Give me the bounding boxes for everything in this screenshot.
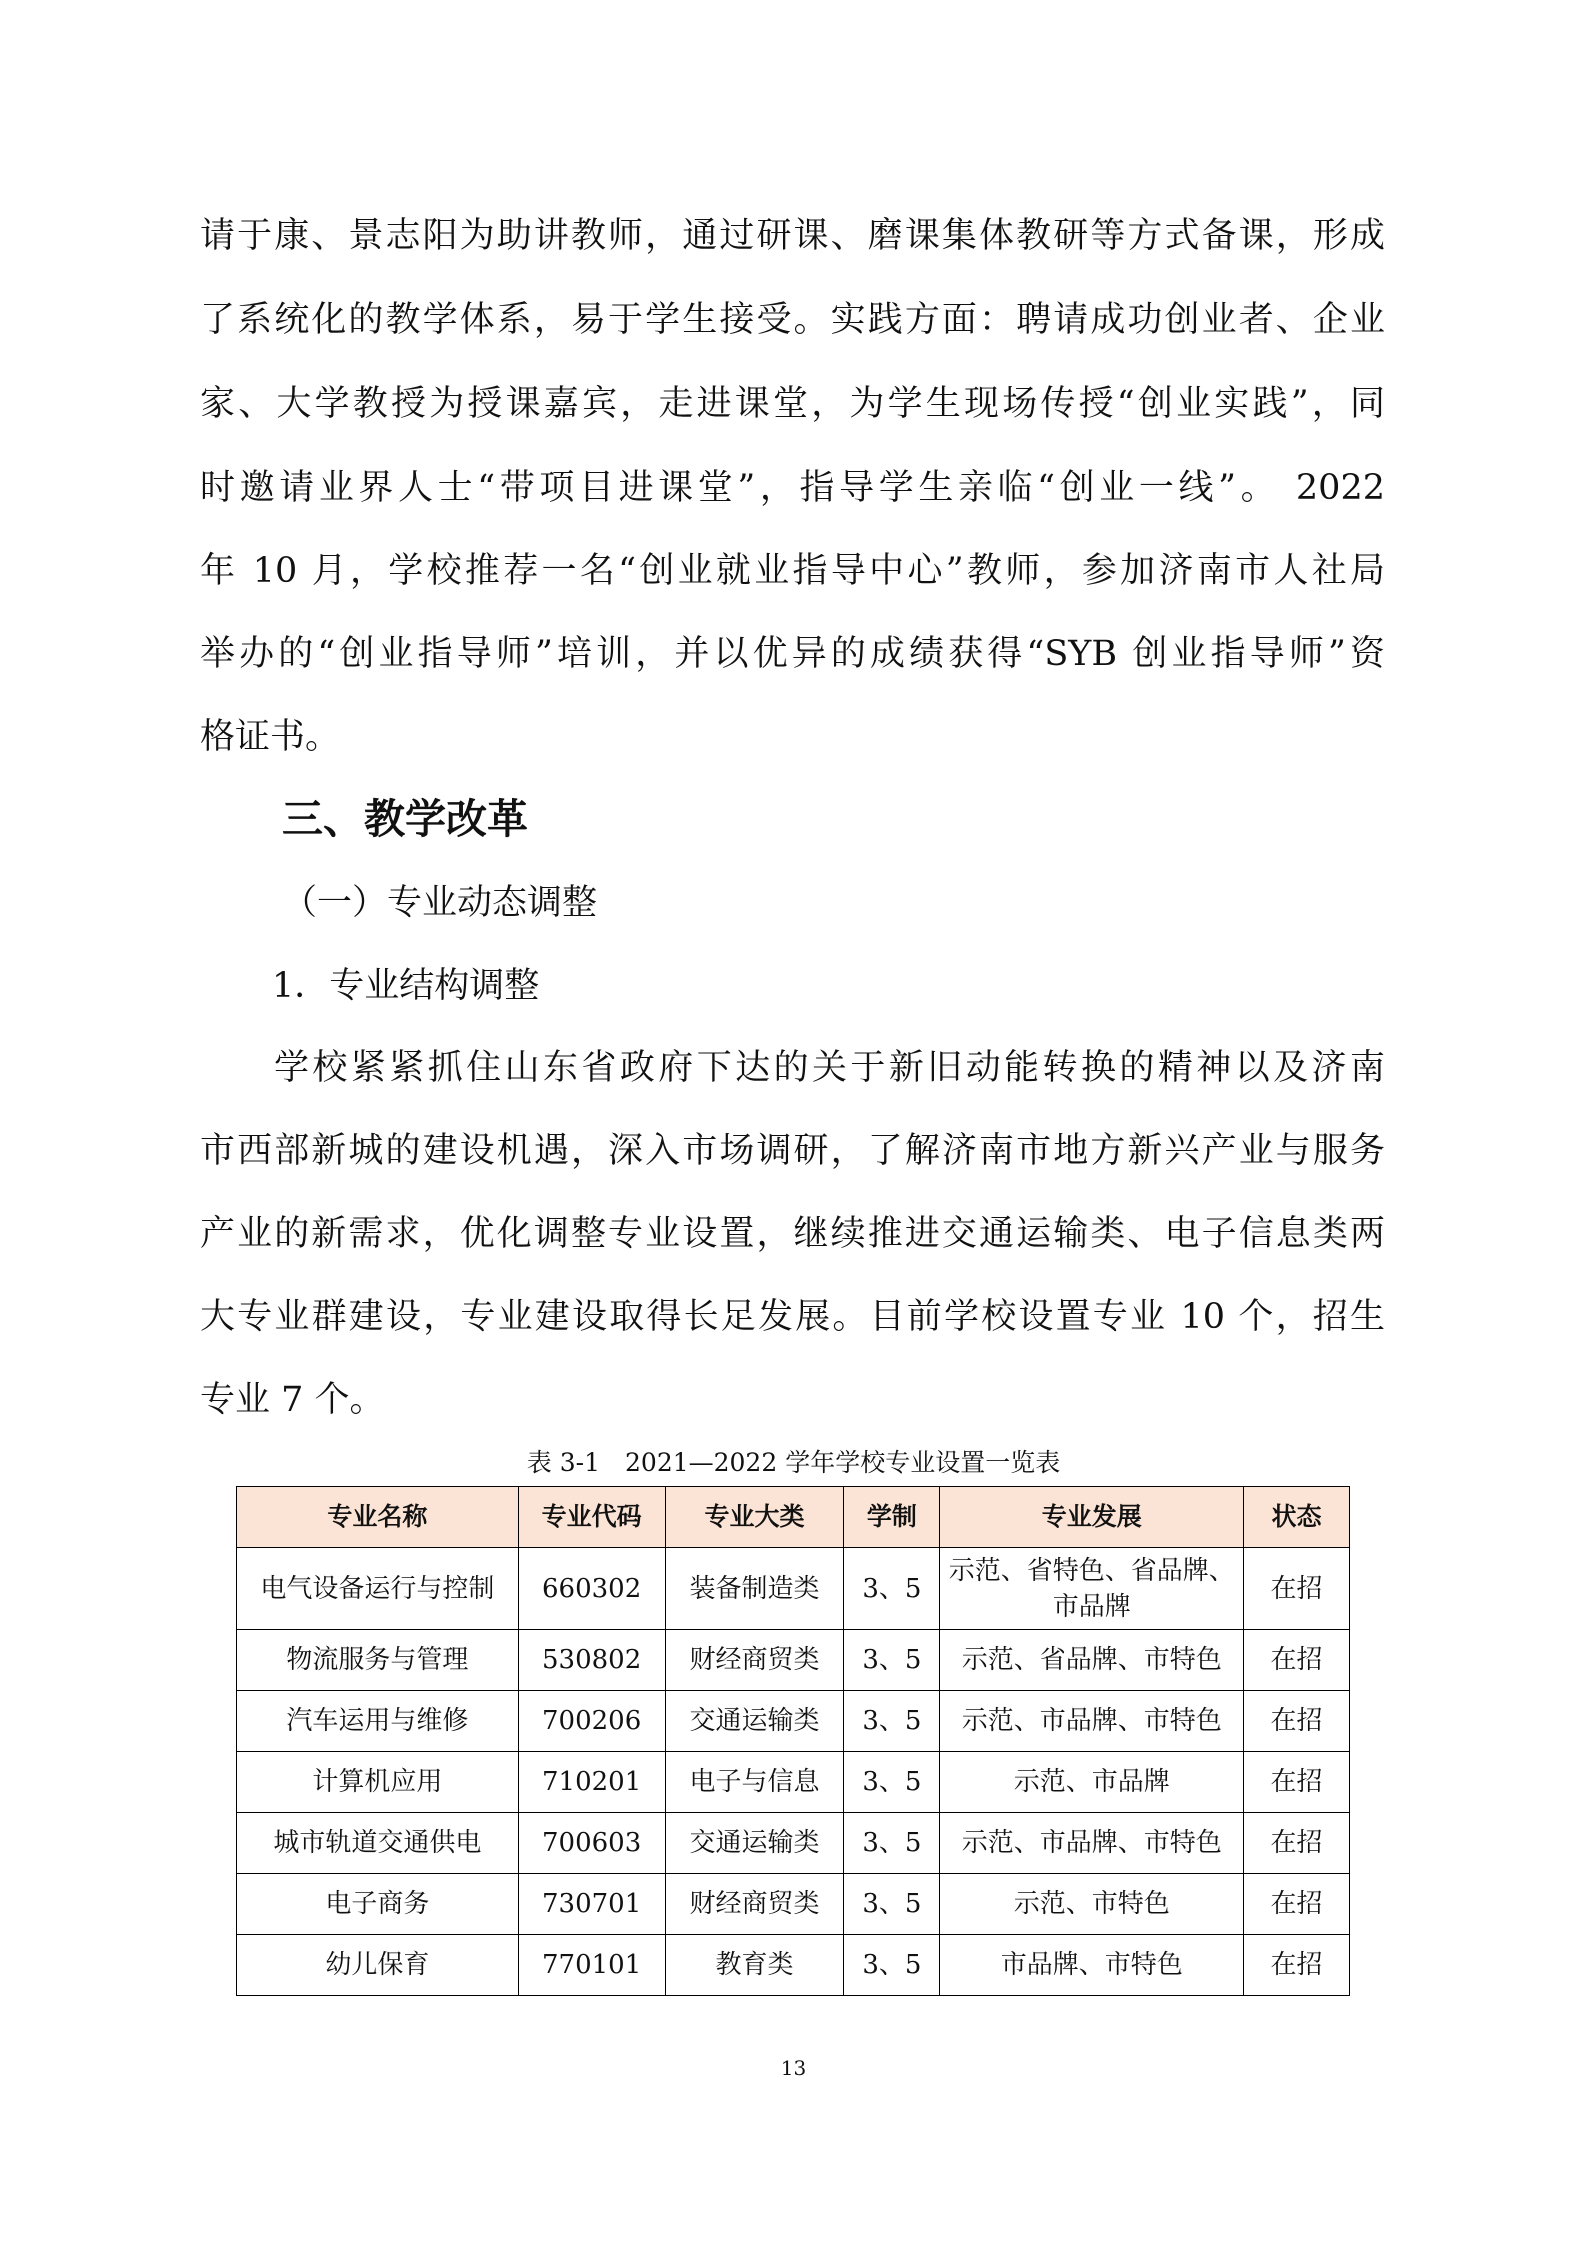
subsubsection-heading: 1．专业结构调整: [272, 966, 540, 1006]
table-cell: 700603: [518, 1813, 665, 1874]
table-row: [237, 1691, 1350, 1752]
table-cell: 3、5: [844, 1874, 940, 1935]
text-line: 举办的“创业指导师”培训，并以优异的成绩获得“SYB 创业指导师”资: [200, 634, 1385, 674]
text-line: 家、大学教授为授课嘉宾，走进课堂，为学生现场传授“创业实践”，同: [200, 384, 1385, 424]
table-cell: 710201: [518, 1752, 665, 1813]
table-cell: 700206: [518, 1691, 665, 1752]
table-cell: 示范、市特色: [940, 1874, 1244, 1935]
table-row: [237, 1752, 1350, 1813]
table-cell: 3、5: [844, 1548, 940, 1630]
table-cell: 物流服务与管理: [237, 1630, 519, 1691]
text-line: 专业 7 个。: [200, 1380, 385, 1420]
page-number: 13: [780, 2056, 807, 2080]
text-line: 大专业群建设，专业建设取得长足发展。目前学校设置专业 10 个，招生: [200, 1297, 1385, 1337]
table-cell: 示范、省品牌、市特色: [940, 1630, 1244, 1691]
text-line: 格证书。: [200, 717, 341, 757]
table-row: [237, 1935, 1350, 1996]
table-cell: 电子与信息: [665, 1752, 844, 1813]
table-cell: 730701: [518, 1874, 665, 1935]
table-cell: 3、5: [844, 1935, 940, 1996]
table-cell: 在招: [1244, 1548, 1350, 1630]
table-cell: 示范、市品牌、市特色: [940, 1691, 1244, 1752]
header-cell: 专业大类: [665, 1487, 844, 1548]
table-cell: 电子商务: [237, 1874, 519, 1935]
table-cell: 汽车运用与维修: [237, 1691, 519, 1752]
table-cell: 3、5: [844, 1752, 940, 1813]
text-line: 产业的新需求，优化调整专业设置，继续推进交通运输类、电子信息类两: [200, 1214, 1385, 1254]
table-cell: 幼儿保育: [237, 1935, 519, 1996]
table-cell: 在招: [1244, 1813, 1350, 1874]
majors-table: [236, 1486, 1350, 1996]
text-line: 年 10 月，学校推荐一名“创业就业指导中心”教师，参加济南市人社局: [200, 551, 1385, 591]
text-line: 市西部新城的建设机遇，深入市场调研，了解济南市地方新兴产业与服务: [200, 1131, 1385, 1171]
table-cell: 示范、市品牌: [940, 1752, 1244, 1813]
header-cell: 专业代码: [518, 1487, 665, 1548]
table-row: [237, 1630, 1350, 1691]
table-cell: 770101: [518, 1935, 665, 1996]
table-cell: 市品牌、市特色: [940, 1935, 1244, 1996]
header-cell: 专业发展: [940, 1487, 1244, 1548]
table-cell: 530802: [518, 1630, 665, 1691]
table-cell: 交通运输类: [665, 1691, 844, 1752]
text-line: 了系统化的教学体系，易于学生接受。实践方面：聘请成功创业者、企业: [200, 300, 1385, 340]
table-cell: 交通运输类: [665, 1813, 844, 1874]
table-cell: 3、5: [844, 1691, 940, 1752]
table-cell: 财经商贸类: [665, 1874, 844, 1935]
table-cell: 660302: [518, 1548, 665, 1630]
table-row: [237, 1874, 1350, 1935]
header-cell: 学制: [844, 1487, 940, 1548]
table-cell: 电气设备运行与控制: [237, 1548, 519, 1630]
text-line: 请于康、景志阳为助讲教师，通过研课、磨课集体教研等方式备课，形成: [200, 216, 1385, 256]
table-cell: 3、5: [844, 1813, 940, 1874]
table-row: [237, 1548, 1350, 1630]
table-header-row: [237, 1487, 1350, 1548]
text-line: 时邀请业界人士“带项目进课堂”，指导学生亲临“创业一线”。 2022: [200, 468, 1385, 508]
table-row: [237, 1813, 1350, 1874]
section-heading: 三、教学改革: [282, 795, 528, 843]
table-cell: 在招: [1244, 1752, 1350, 1813]
table-cell: 城市轨道交通供电: [237, 1813, 519, 1874]
table-cell: 示范、省特色、省品牌、市品牌: [940, 1548, 1244, 1630]
table-cell: 示范、市品牌、市特色: [940, 1813, 1244, 1874]
text-line: 学校紧紧抓住山东省政府下达的关于新旧动能转换的精神以及济南: [274, 1048, 1385, 1088]
table-cell: 在招: [1244, 1691, 1350, 1752]
table-cell: 财经商贸类: [665, 1630, 844, 1691]
table-cell: 3、5: [844, 1630, 940, 1691]
table-cell: 在招: [1244, 1630, 1350, 1691]
table-caption: 表 3-1 2021—2022 学年学校专业设置一览表: [526, 1448, 1061, 1477]
table-cell: 装备制造类: [665, 1548, 844, 1630]
subsection-heading: （一）专业动态调整: [282, 883, 598, 923]
table-cell: 计算机应用: [237, 1752, 519, 1813]
table-cell: 在招: [1244, 1935, 1350, 1996]
header-cell: 专业名称: [237, 1487, 519, 1548]
table-cell: 教育类: [665, 1935, 844, 1996]
table-cell: 在招: [1244, 1874, 1350, 1935]
header-cell: 状态: [1244, 1487, 1350, 1548]
